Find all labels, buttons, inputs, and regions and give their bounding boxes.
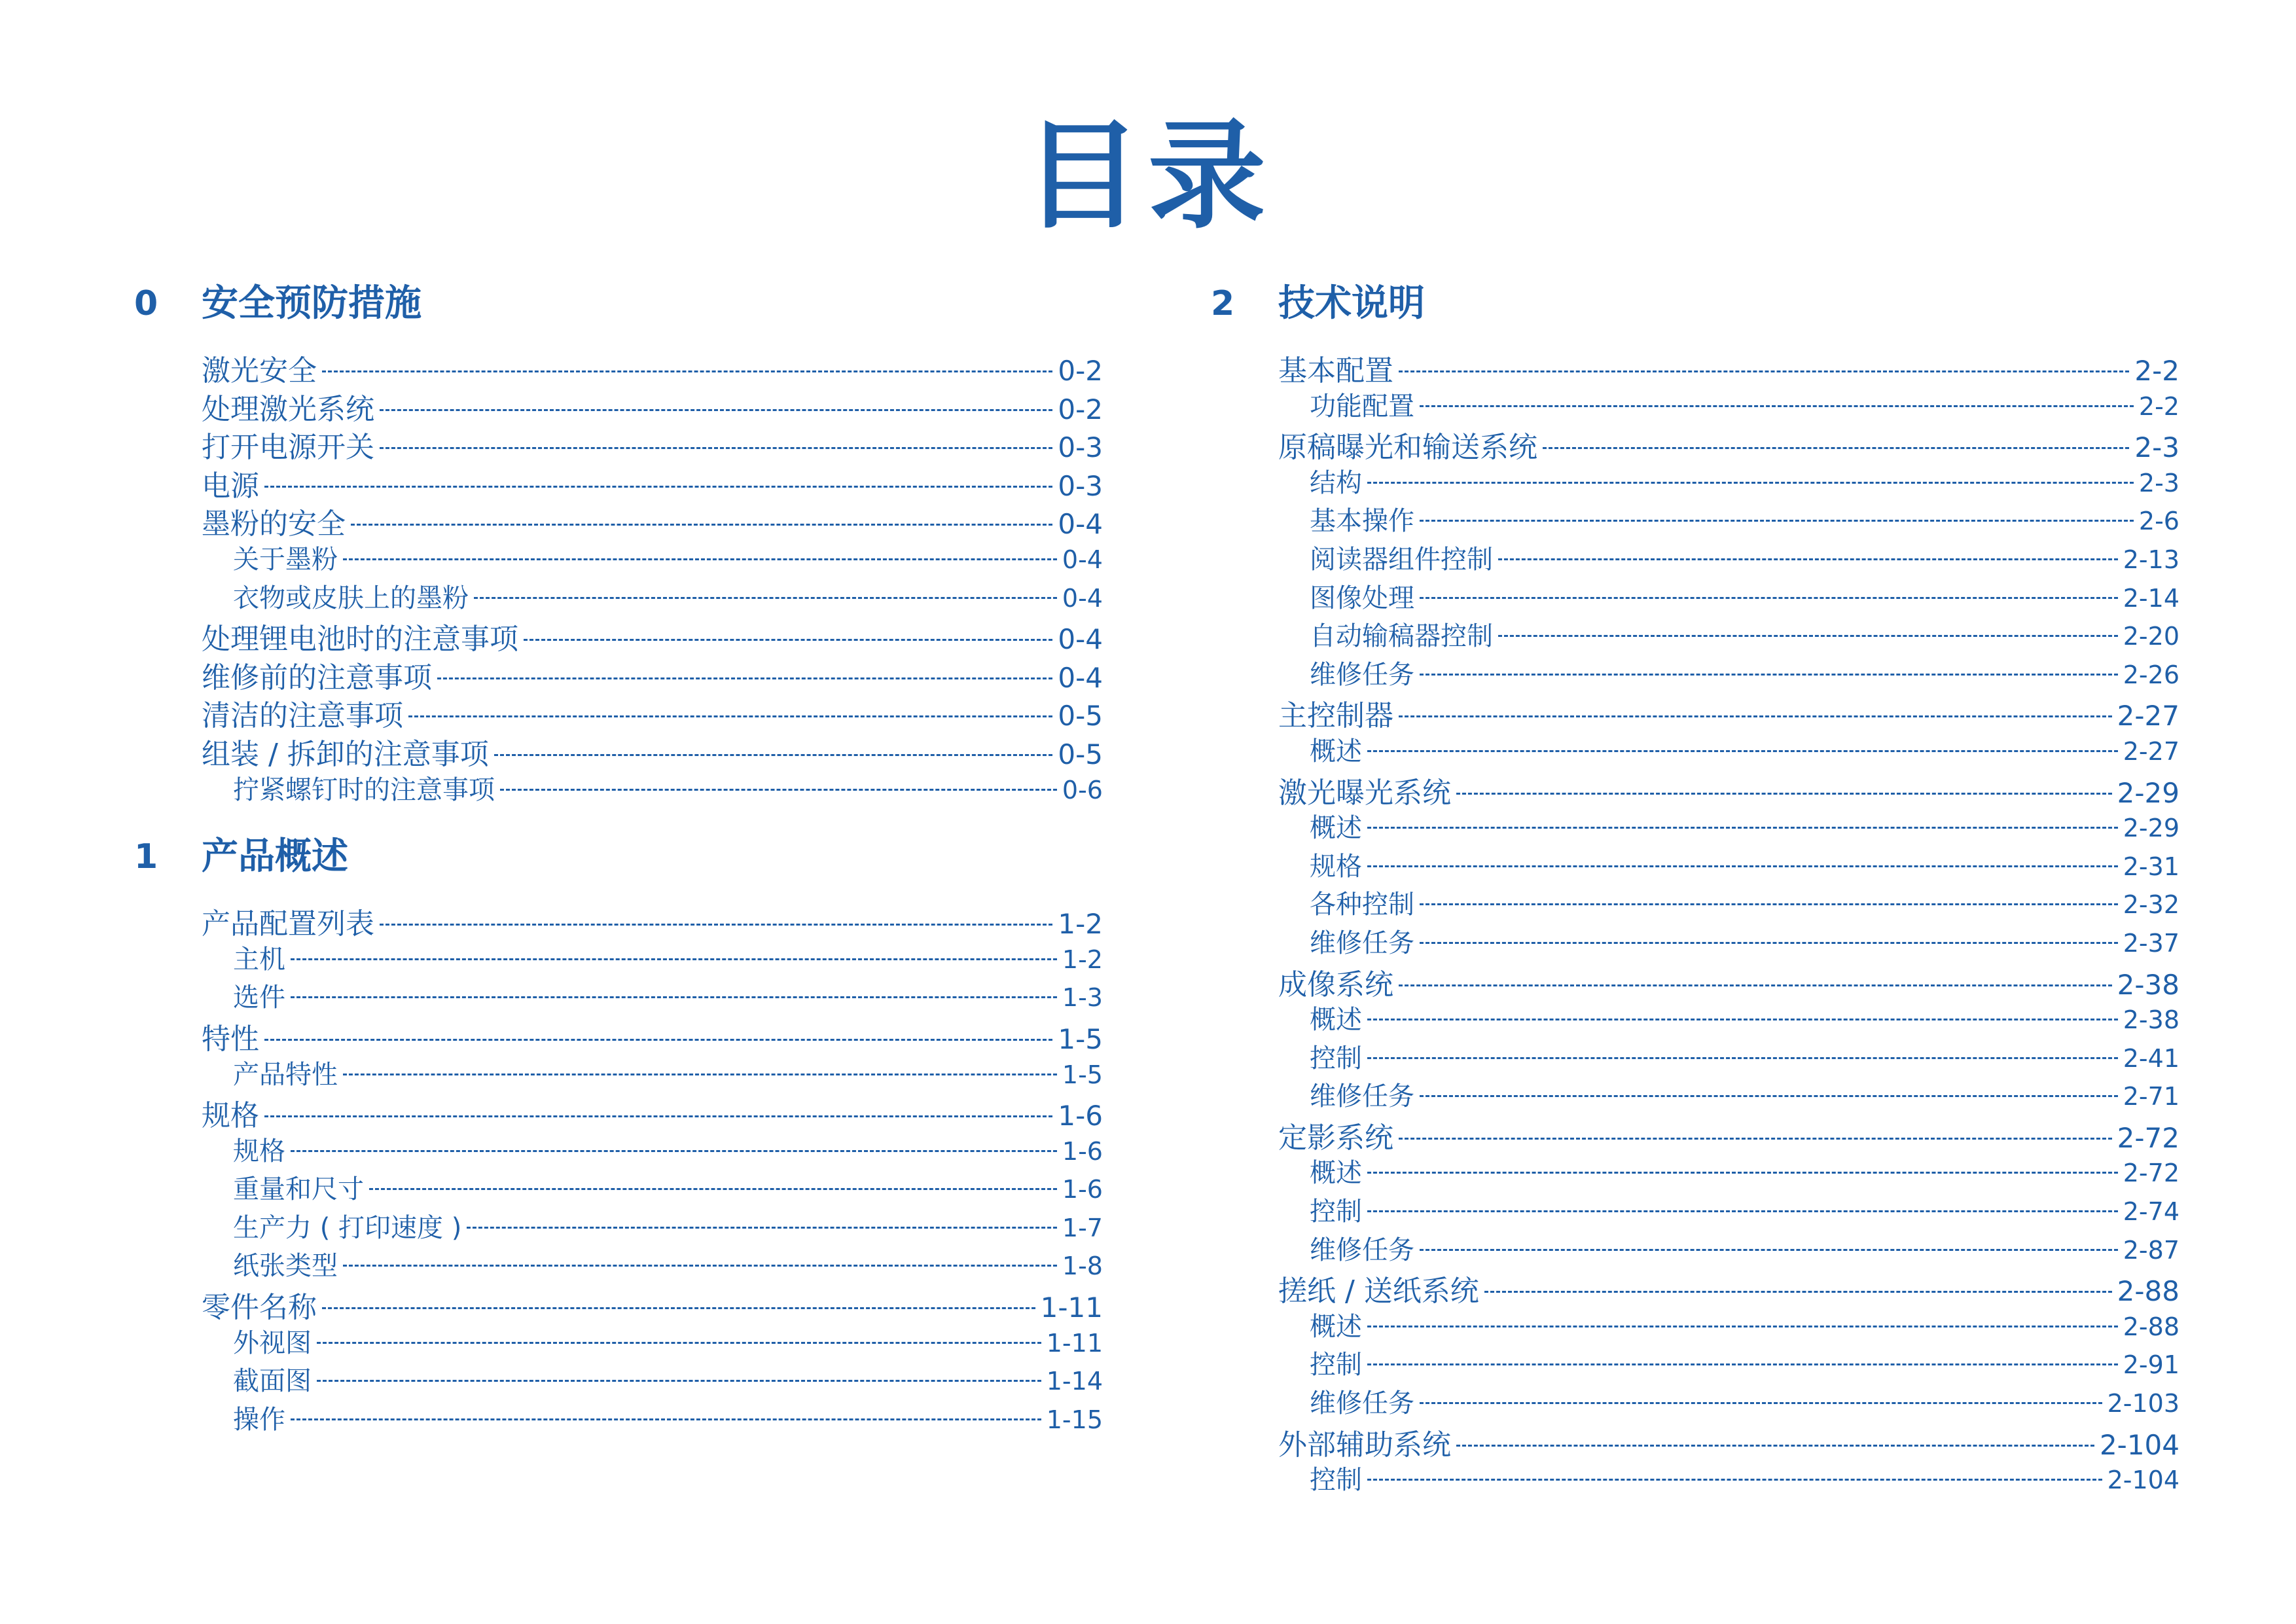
toc-entry-label: 阅读器组件控制 [1310, 544, 1493, 575]
toc-subentry[interactable] [202, 1399, 1103, 1437]
toc-subentry[interactable] [202, 577, 1103, 616]
dot-leader [1543, 447, 2129, 449]
dot-leader [1420, 597, 2118, 599]
toc-entry[interactable] [202, 347, 1103, 386]
toc-entry-label: 基本操作 [1310, 506, 1414, 537]
toc-entry[interactable] [1278, 424, 2179, 465]
dot-leader [1420, 1249, 2118, 1251]
toc-page-number: 2-27 [2117, 700, 2179, 732]
toc-entry-label: 维修任务 [1310, 928, 1414, 958]
dot-leader [317, 1342, 1041, 1344]
toc-page-number: 2-2 [2134, 355, 2179, 387]
dot-leader [500, 789, 1057, 791]
toc-entry-label: 控制 [1310, 1465, 1362, 1496]
toc-page-number: 0-4 [1062, 583, 1103, 613]
toc-page-number: 2-32 [2123, 890, 2179, 920]
toc-entry[interactable] [202, 900, 1103, 939]
toc-entry-label: 纸张类型 [233, 1251, 338, 1282]
toc-subentry[interactable] [202, 769, 1103, 808]
toc-page-number: 2-6 [2138, 507, 2179, 536]
toc-entry-label: 处理锂电池时的注意事项 [202, 623, 518, 657]
dot-leader [1420, 520, 2134, 522]
dot-leader [343, 1074, 1057, 1075]
toc-page-number: 1-8 [1062, 1252, 1103, 1281]
toc-entry-label: 定影系统 [1278, 1121, 1393, 1155]
toc-entry[interactable] [1278, 769, 2179, 808]
dot-leader [1420, 1402, 2102, 1404]
toc-entry[interactable] [1278, 1421, 2179, 1460]
dot-leader [343, 558, 1057, 560]
toc-entry-label: 生产力 ( 打印速度 ) [233, 1212, 462, 1243]
toc-page-number: 1-2 [1058, 908, 1103, 941]
toc-entry-label: 概述 [1310, 1005, 1362, 1036]
toc-entry[interactable] [1278, 1267, 2179, 1306]
toc-subentry[interactable] [1278, 539, 2179, 577]
toc-page-number: 2-3 [2138, 468, 2179, 497]
toc-subentry[interactable] [202, 539, 1103, 577]
dot-leader [467, 1227, 1057, 1229]
dot-leader [1420, 903, 2118, 905]
toc-entry-label: 维修任务 [1310, 659, 1414, 690]
toc-page-number: 1-6 [1062, 1175, 1103, 1204]
dot-leader [1456, 793, 2112, 795]
section-heading [134, 281, 1103, 347]
dot-leader [1367, 1326, 2118, 1327]
dot-leader [474, 597, 1057, 599]
toc-entry-list [202, 900, 1103, 1437]
toc-subentry[interactable] [202, 1245, 1103, 1284]
toc-page-number: 1-11 [1040, 1291, 1103, 1324]
dot-leader [1399, 715, 2112, 717]
section-number: 0 [134, 284, 158, 323]
toc-subentry[interactable] [1278, 577, 2179, 616]
dot-leader [1456, 1445, 2094, 1447]
toc-page-number: 1-2 [1062, 945, 1103, 974]
toc-subentry[interactable] [1278, 500, 2179, 539]
toc-page-number: 2-87 [2123, 1235, 2179, 1265]
toc-entry-label: 图像处理 [1310, 583, 1414, 613]
section-title: 产品概述 [202, 835, 348, 878]
dot-leader [291, 958, 1057, 960]
toc-entry[interactable] [202, 654, 1103, 693]
toc-entry-label: 概述 [1310, 736, 1362, 767]
toc-entry-label: 特性 [202, 1022, 259, 1056]
dot-leader [1399, 370, 2129, 372]
toc-entry[interactable] [202, 1015, 1103, 1054]
toc-entry[interactable] [202, 462, 1103, 501]
toc-page-number: 1-11 [1046, 1328, 1103, 1358]
dot-leader [1367, 865, 2118, 867]
toc-column-left [134, 281, 1103, 1437]
toc-entry-label: 打开电源开关 [202, 431, 374, 465]
toc-page-number: 0-3 [1058, 469, 1103, 502]
toc-page-number: 2-37 [2123, 928, 2179, 958]
toc-page-number: 2-38 [2123, 1005, 2179, 1035]
toc-entry-label: 组装 / 拆卸的注意事项 [202, 737, 489, 771]
toc-subentry[interactable] [1278, 1191, 2179, 1229]
toc-entry[interactable] [1278, 692, 2179, 731]
toc-subentry[interactable] [202, 1360, 1103, 1399]
toc-page-number: 2-26 [2123, 660, 2179, 689]
toc-subentry[interactable] [202, 1322, 1103, 1361]
toc-page-number: 2-41 [2123, 1043, 2179, 1073]
toc-entry-label: 原稿曝光和输送系统 [1278, 431, 1537, 465]
dot-leader [494, 754, 1053, 756]
toc-subentry[interactable] [1278, 1038, 2179, 1076]
toc-page-number: 2-88 [2123, 1312, 2179, 1341]
toc-subentry[interactable] [202, 1054, 1103, 1092]
toc-entry-label: 截面图 [233, 1366, 312, 1397]
toc-entry-label: 拧紧螺钉时的注意事项 [233, 774, 495, 805]
toc-page-number: 2-3 [2134, 431, 2179, 464]
dot-leader [1498, 635, 2118, 637]
toc-entry-label: 衣物或皮肤上的墨粉 [233, 583, 469, 613]
toc-page-number: 2-71 [2123, 1082, 2179, 1111]
toc-entry-label: 维修任务 [1310, 1081, 1414, 1112]
dot-leader [380, 924, 1052, 926]
dot-leader [1367, 1057, 2118, 1059]
dot-leader [317, 1380, 1041, 1382]
toc-entry-list [202, 347, 1103, 807]
toc-subentry[interactable] [1278, 1306, 2179, 1344]
toc-entry-label: 概述 [1310, 813, 1362, 844]
dot-leader [264, 1039, 1052, 1041]
toc-entry-label: 零件名称 [202, 1291, 317, 1325]
toc-entry[interactable] [202, 731, 1103, 769]
toc-entry[interactable] [1278, 347, 2179, 386]
toc-page-number: 2-2 [2138, 391, 2179, 421]
dot-leader [1367, 1479, 2102, 1481]
toc-entry-list [1278, 347, 2179, 1498]
dot-leader [380, 409, 1052, 411]
dot-leader [291, 996, 1057, 998]
toc-page-number: 1-15 [1046, 1405, 1103, 1434]
dot-leader [1367, 750, 2118, 752]
toc-entry[interactable] [202, 1092, 1103, 1133]
toc-subentry[interactable] [1278, 999, 2179, 1038]
toc-entry-label: 激光曝光系统 [1278, 776, 1451, 810]
toc-subentry[interactable] [1278, 615, 2179, 654]
dot-leader [1420, 674, 2118, 676]
toc-subentry[interactable] [1278, 1459, 2179, 1498]
toc-page-number: 0-4 [1062, 545, 1103, 574]
toc-page-number: 2-13 [2123, 545, 2179, 574]
toc-page-number: 1-3 [1062, 983, 1103, 1013]
section-heading [134, 835, 1103, 900]
toc-entry-label: 概述 [1310, 1158, 1362, 1189]
toc-entry[interactable] [202, 615, 1103, 657]
toc-entry[interactable] [202, 500, 1103, 539]
dot-leader [1367, 482, 2134, 484]
section-heading [1211, 281, 2179, 347]
toc-entry-label: 基本配置 [1278, 354, 1393, 388]
dot-leader [1498, 558, 2118, 560]
toc-subentry[interactable] [202, 977, 1103, 1015]
toc-subentry[interactable] [1278, 1229, 2179, 1268]
toc-page-number: 1-6 [1062, 1136, 1103, 1166]
toc-subentry[interactable] [1278, 654, 2179, 693]
dot-leader [1420, 1095, 2118, 1097]
dot-leader [1484, 1291, 2112, 1293]
toc-subentry[interactable] [1278, 1075, 2179, 1114]
toc-entry-label: 结构 [1310, 467, 1362, 498]
dot-leader [369, 1188, 1057, 1190]
section-number: 1 [134, 837, 158, 877]
toc-page-number: 2-29 [2117, 776, 2179, 809]
toc-entry-label: 概述 [1310, 1311, 1362, 1342]
toc-subentry[interactable] [1278, 846, 2179, 884]
toc-entry-label: 电源 [202, 469, 259, 503]
toc-entry-label: 产品配置列表 [202, 907, 374, 941]
toc-subentry[interactable] [202, 1168, 1103, 1207]
toc-entry-label: 维修前的注意事项 [202, 660, 432, 695]
page-title: 目录 [1023, 108, 1272, 245]
toc-entry-label: 操作 [233, 1404, 285, 1435]
dot-leader [1420, 405, 2134, 407]
dot-leader [351, 524, 1052, 526]
toc-entry[interactable] [202, 692, 1103, 731]
toc-entry-label: 控制 [1310, 1350, 1362, 1380]
toc-page-number: 2-14 [2123, 583, 2179, 613]
section-title: 技术说明 [1278, 282, 1425, 325]
toc-column-right [1211, 281, 2179, 1498]
toc-subentry[interactable] [1278, 1382, 2179, 1421]
dot-leader [322, 1307, 1035, 1309]
toc-entry-label: 主控制器 [1278, 699, 1393, 733]
toc-page-number: 1-14 [1046, 1367, 1103, 1396]
toc-entry[interactable] [1278, 961, 2179, 1000]
toc-page-number: 0-3 [1058, 431, 1103, 464]
toc-page-number: 0-4 [1058, 661, 1103, 694]
toc-page-number: 0-2 [1058, 355, 1103, 387]
toc-entry-label: 规格 [202, 1099, 259, 1133]
dot-leader [1420, 942, 2118, 944]
toc-page-number: 2-72 [2117, 1121, 2179, 1154]
toc-page-number: 2-72 [2123, 1159, 2179, 1188]
toc-entry-label: 墨粉的安全 [202, 507, 346, 541]
toc-page-number: 2-27 [2123, 736, 2179, 766]
toc-page-number: 2-29 [2123, 814, 2179, 843]
dot-leader [291, 1418, 1041, 1420]
toc-entry-label: 控制 [1310, 1043, 1362, 1074]
toc-page-number: 1-6 [1058, 1100, 1103, 1132]
toc-subentry[interactable] [202, 1130, 1103, 1169]
toc-page-number: 0-4 [1058, 623, 1103, 656]
toc-entry-label: 处理激光系统 [202, 392, 374, 426]
toc-entry-label: 规格 [233, 1136, 285, 1166]
toc-page-number: 0-2 [1058, 393, 1103, 425]
dot-leader [343, 1265, 1057, 1267]
dot-leader [291, 1150, 1057, 1152]
toc-entry[interactable] [202, 1284, 1103, 1325]
toc-page-number: 0-5 [1058, 700, 1103, 732]
toc-entry-label: 选件 [233, 983, 285, 1013]
dot-leader [524, 639, 1052, 641]
toc-page-number: 0-4 [1058, 508, 1103, 541]
toc-entry[interactable] [202, 424, 1103, 465]
toc-entry[interactable] [202, 386, 1103, 424]
toc-subentry[interactable] [1278, 884, 2179, 922]
toc-entry-label: 激光安全 [202, 354, 317, 388]
toc-entry-label: 维修任务 [1310, 1235, 1414, 1265]
dot-leader [380, 447, 1052, 449]
toc-subentry[interactable] [1278, 1344, 2179, 1382]
toc-page-number: 0-5 [1058, 738, 1103, 770]
section-title: 安全预防措施 [202, 282, 422, 325]
dot-leader [1367, 827, 2118, 829]
toc-subentry[interactable] [1278, 1152, 2179, 1191]
toc-page-number: 2-104 [2099, 1428, 2179, 1461]
toc-entry-label: 自动输稿器控制 [1310, 621, 1493, 652]
toc-page-number: 2-31 [2123, 852, 2179, 881]
toc-page-number: 2-91 [2123, 1350, 2179, 1380]
toc-entry-label: 重量和尺寸 [233, 1174, 364, 1205]
toc-entry-label: 清洁的注意事项 [202, 699, 403, 733]
toc-subentry[interactable] [1278, 807, 2179, 846]
dot-leader [264, 1115, 1052, 1117]
toc-page-number: 2-20 [2123, 622, 2179, 651]
toc-subentry[interactable] [202, 939, 1103, 977]
dot-leader [322, 370, 1052, 372]
dot-leader [264, 486, 1052, 488]
dot-leader [437, 677, 1052, 679]
toc-page-number: 1-5 [1062, 1060, 1103, 1089]
toc-entry-label: 外视图 [233, 1327, 312, 1358]
dot-leader [1367, 1363, 2118, 1365]
toc-entry-label: 搓纸 / 送纸系统 [1278, 1274, 1479, 1308]
toc-entry-label: 外部辅助系统 [1278, 1428, 1451, 1462]
toc-entry-label: 主机 [233, 944, 285, 975]
toc-page-number: 2-103 [2107, 1389, 2179, 1418]
section-number: 2 [1211, 284, 1235, 323]
toc-entry-label: 成像系统 [1278, 967, 1393, 1001]
toc-entry-label: 各种控制 [1310, 890, 1414, 920]
toc-entry-label: 关于墨粉 [233, 544, 338, 575]
dot-leader [1367, 1019, 2118, 1020]
dot-leader [1399, 984, 2112, 986]
toc-subentry[interactable] [1278, 462, 2179, 501]
toc-entry-label: 产品特性 [233, 1059, 338, 1090]
dot-leader [1367, 1172, 2118, 1174]
toc-page-number: 0-6 [1062, 775, 1103, 804]
toc-entry-label: 功能配置 [1310, 391, 1414, 422]
dot-leader [1399, 1138, 2112, 1140]
dot-leader [408, 715, 1052, 717]
toc-subentry[interactable] [1278, 731, 2179, 769]
toc-page-number: 2-38 [2117, 968, 2179, 1001]
toc-page-number: 2-88 [2117, 1275, 2179, 1308]
toc-page-number: 2-104 [2107, 1466, 2179, 1495]
toc-page-number: 1-7 [1062, 1213, 1103, 1242]
toc-page-number: 1-5 [1058, 1022, 1103, 1055]
toc-subentry[interactable] [1278, 386, 2179, 424]
toc-entry-label: 维修任务 [1310, 1388, 1414, 1419]
toc-page-number: 2-74 [2123, 1197, 2179, 1227]
toc-subentry[interactable] [1278, 922, 2179, 961]
toc-entry[interactable] [1278, 1114, 2179, 1153]
toc-subentry[interactable] [202, 1207, 1103, 1246]
toc-entry-label: 控制 [1310, 1197, 1362, 1227]
toc-entry-label: 规格 [1310, 851, 1362, 882]
dot-leader [1367, 1210, 2118, 1212]
